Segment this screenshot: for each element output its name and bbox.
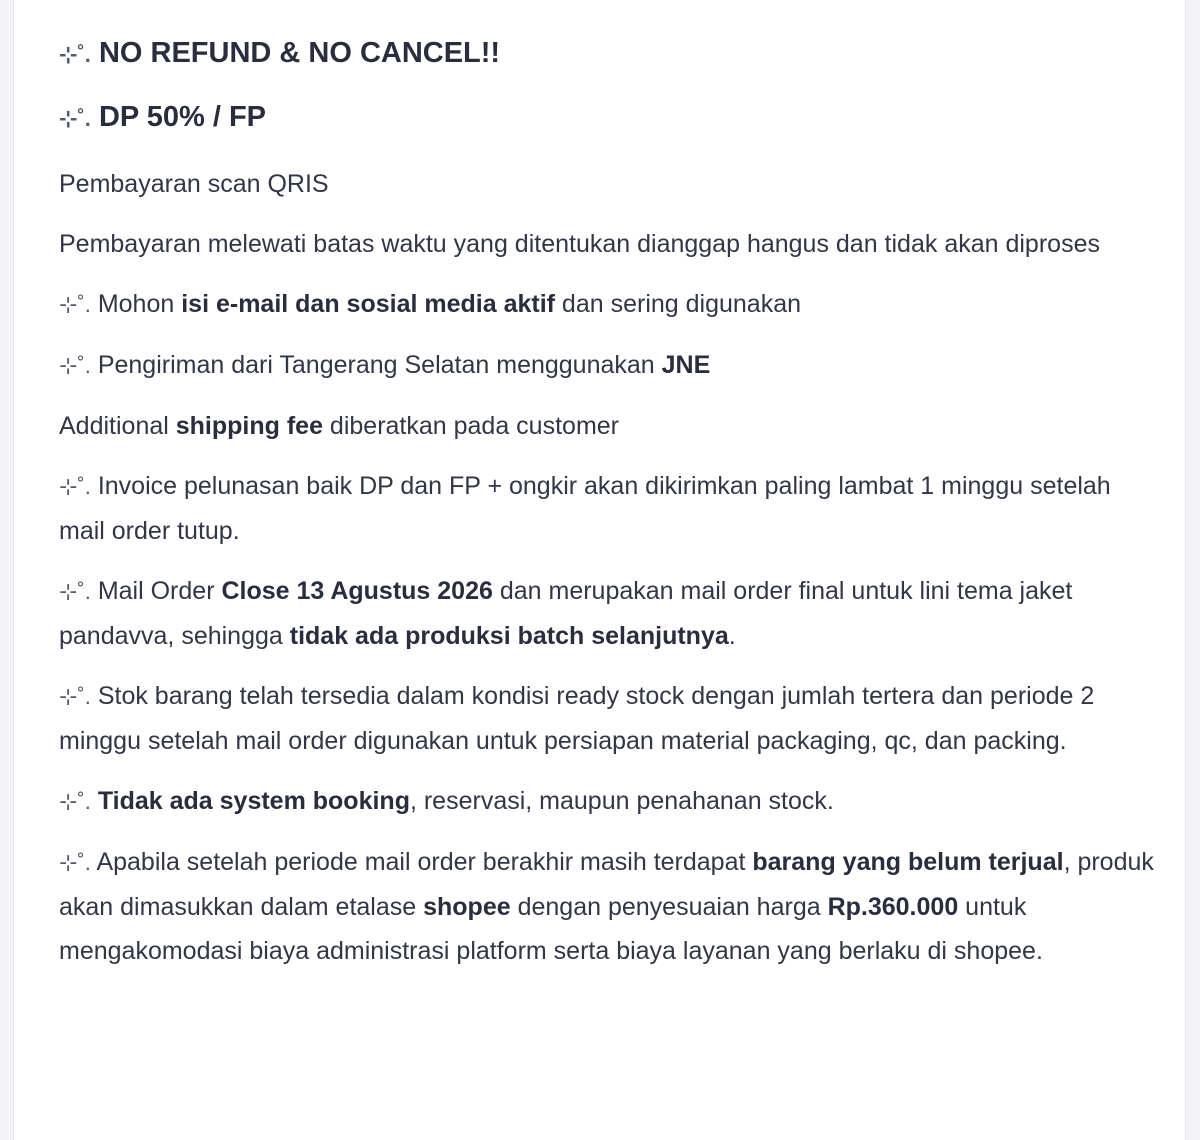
sparkle-icon: ⊹˚. — [59, 42, 91, 67]
bold-text: Rp.360.000 — [827, 893, 959, 921]
paragraph-invoice — [59, 464, 1159, 553]
paragraph-fee — [59, 404, 1159, 448]
text: Mohon — [97, 290, 182, 318]
bold-text: shopee — [423, 893, 511, 921]
text: Apabila setelah periode mail order berakhir masih terdapat — [96, 848, 753, 876]
text: , reservasi, maupun penahanan stock. — [409, 787, 834, 815]
text: dan sering digunakan — [554, 290, 802, 318]
text: Pengiriman dari Tangerang Selatan menggunakan — [97, 351, 662, 379]
sparkle-icon: ⊹˚. — [59, 579, 91, 604]
text: dan merupakan mail order final untuk lini tema jaket pandavva, sehingga — [59, 577, 1073, 650]
paragraph-deadline: Pembayaran melewati batas waktu yang ditentukan dianggap hangus dan tidak akan diproses — [59, 230, 1100, 258]
text: Additional — [59, 412, 176, 440]
text: . — [728, 622, 736, 650]
text: dengan penyesuaian harga — [510, 893, 828, 921]
sparkle-icon: ⊹˚. — [59, 684, 91, 709]
sparkle-icon: ⊹˚. — [59, 106, 91, 131]
text: Invoice pelunasan baik DP dan FP + ongkir akan dikirimkan paling lambat 1 minggu setelah mail order tutup. — [59, 472, 1111, 545]
text: untuk mengakomodasi biaya administrasi platform serta biaya layanan yang berlaku di shopee. — [59, 893, 1043, 965]
text: diberatkan pada customer — [322, 412, 619, 440]
paragraph-email — [59, 282, 1159, 327]
bold-text: shipping fee — [175, 412, 323, 440]
paragraph-qris: Pembayaran scan QRIS — [59, 170, 329, 198]
bold-text: JNE — [661, 351, 711, 379]
heading-text: DP 50% / FP — [98, 101, 267, 133]
bold-text: Tidak ada system booking — [97, 787, 410, 815]
bold-text: Close 13 Agustus 2026 — [221, 577, 493, 605]
document-content — [59, 34, 1159, 989]
text: Stok barang telah tersedia dalam kondisi ready stock dengan jumlah tertera dan periode 2 minggu setelah mail order digunakan untuk persiapan material packaging, qc, dan packing. — [59, 682, 1095, 755]
paragraph-unsold — [59, 840, 1159, 973]
paragraph-close-date — [59, 569, 1159, 658]
bold-text: barang yang belum terjual — [752, 848, 1064, 876]
heading-no-refund — [59, 34, 1159, 74]
paragraph-shipping — [59, 343, 1159, 388]
sparkle-icon: ⊹˚. — [59, 850, 91, 875]
text: Mail Order — [97, 577, 222, 605]
bold-text: tidak ada produksi batch selanjutnya — [289, 622, 729, 650]
document-page — [13, 0, 1186, 1140]
paragraph-stock — [59, 674, 1159, 763]
paragraph-booking — [59, 779, 1159, 824]
sparkle-icon: ⊹˚. — [59, 292, 91, 317]
heading-text: NO REFUND & NO CANCEL!! — [98, 37, 501, 69]
sparkle-icon: ⊹˚. — [59, 789, 91, 814]
heading-dp — [59, 98, 1159, 138]
text: , produk akan dimasukkan dalam etalase — [59, 848, 1154, 921]
bold-text: isi e-mail dan sosial media aktif — [181, 290, 555, 318]
sparkle-icon: ⊹˚. — [59, 474, 91, 499]
sparkle-icon: ⊹˚. — [59, 353, 91, 378]
